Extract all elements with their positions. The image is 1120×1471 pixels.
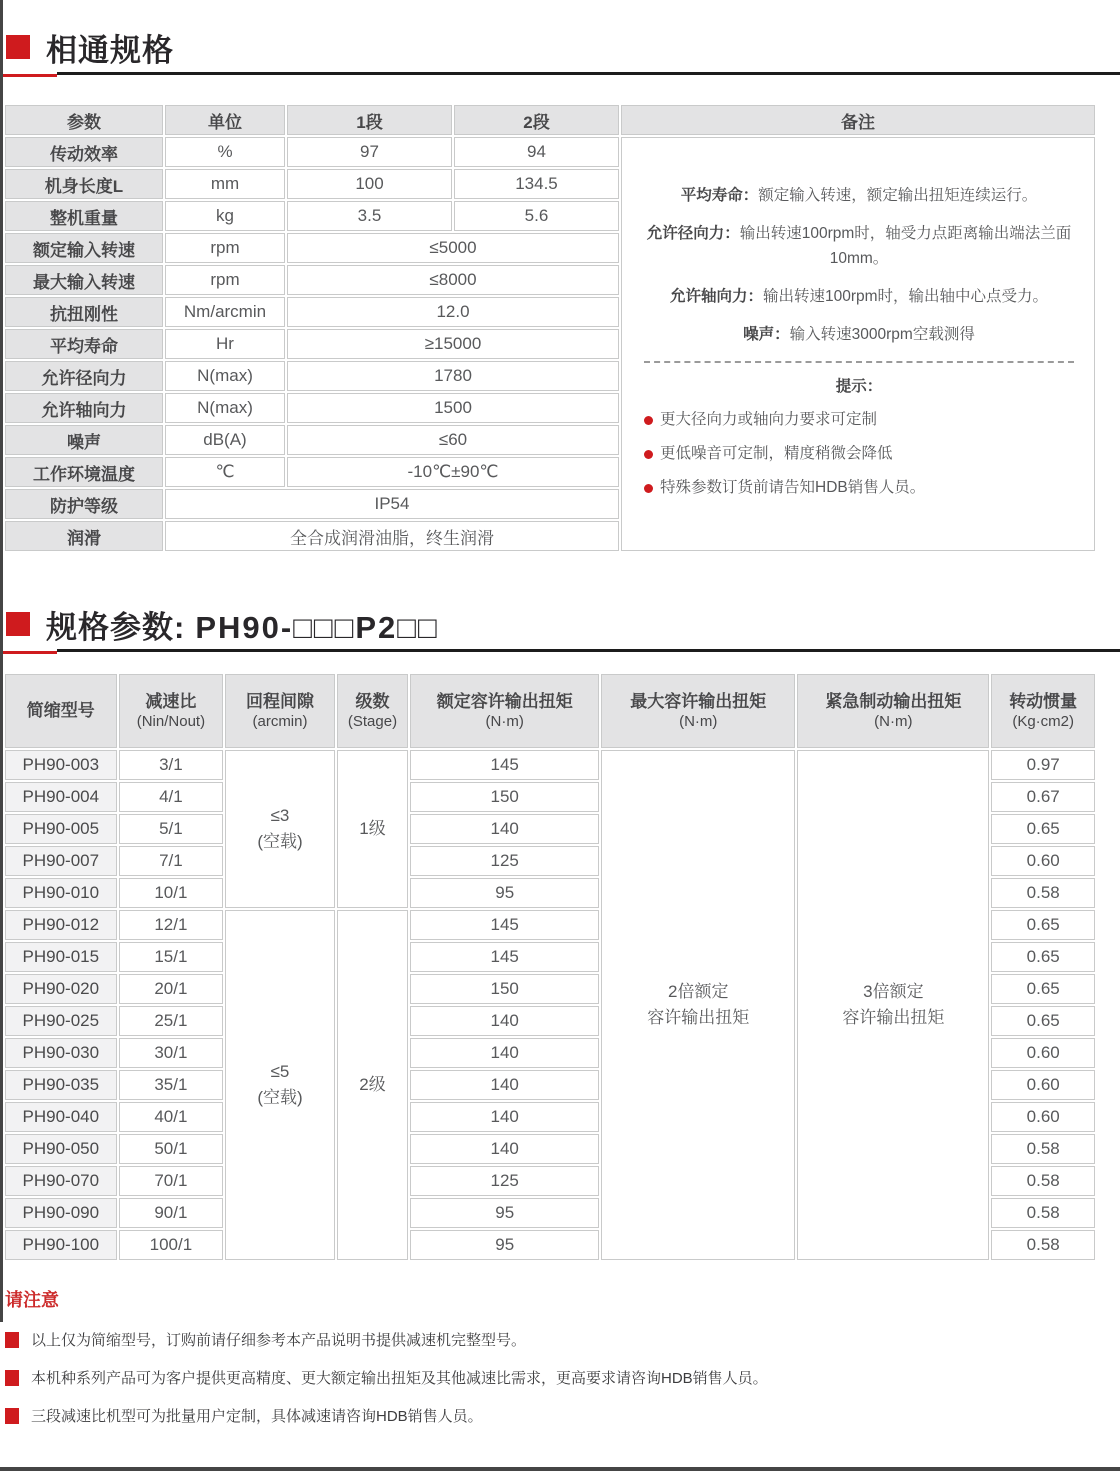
inertia-cell: 0.58: [991, 1198, 1095, 1228]
param-name-cell: 机身长度L: [5, 169, 163, 199]
rated-torque-cell: 95: [410, 878, 599, 908]
ratio-cell: 30/1: [119, 1038, 224, 1068]
model-cell: PH90-005: [5, 814, 117, 844]
column-header: [5, 674, 117, 748]
value-cell: 全合成润滑油脂，终生润滑: [165, 521, 619, 551]
column-header-line2: (Nin/Nout): [136, 713, 206, 731]
ratio-cell: 7/1: [119, 846, 224, 876]
column-header-line1: 减速比: [145, 691, 197, 711]
value-2stage-cell: 134.5: [454, 169, 619, 199]
section-title-label: 规格参数:: [46, 609, 186, 645]
rated-torque-cell: 140: [410, 1006, 599, 1036]
brake-torque-cell: [797, 750, 989, 1260]
rated-torque-cell: 140: [410, 1102, 599, 1132]
ratio-cell: 15/1: [119, 942, 224, 972]
model-cell: PH90-050: [5, 1134, 117, 1164]
column-header: 参数: [5, 105, 163, 135]
rated-torque-cell: 140: [410, 1070, 599, 1100]
column-header-line1: 最大容许输出扭矩: [630, 691, 767, 711]
cell-line: (空载): [257, 1088, 303, 1107]
value-cell: ≤5000: [287, 233, 619, 263]
cell-line: 2倍额定: [668, 981, 729, 1001]
dashed-divider: [644, 361, 1074, 363]
column-header: [225, 674, 335, 748]
param-name-cell: 允许径向力: [5, 361, 163, 391]
tips-label-text: 提示：: [835, 378, 883, 396]
cell-line: 3倍额定: [863, 981, 924, 1001]
tip-item: 更大径向力或轴向力要求可定制: [644, 408, 1074, 433]
rated-torque-cell: 95: [410, 1230, 599, 1260]
tips-label: [644, 375, 1074, 400]
ratio-cell: 100/1: [119, 1230, 224, 1260]
inertia-cell: 0.65: [991, 814, 1095, 844]
column-header-line2: (N·m): [679, 713, 718, 731]
inertia-cell: 0.60: [991, 1070, 1095, 1100]
column-header-line2: (N·m): [874, 713, 913, 731]
rated-torque-cell: 145: [410, 910, 599, 940]
model-cell: PH90-030: [5, 1038, 117, 1068]
remarks-cell: [621, 137, 1095, 551]
model-cell: PH90-003: [5, 750, 117, 780]
inertia-cell: 0.58: [991, 1230, 1095, 1260]
table-row: [5, 137, 1095, 167]
unit-cell: Nm/arcmin: [165, 297, 285, 327]
column-header-line1: 级数: [355, 691, 390, 711]
column-header-line1: 紧急制动输出扭矩: [825, 691, 962, 711]
model-cell: PH90-100: [5, 1230, 117, 1260]
ratio-cell: 3/1: [119, 750, 224, 780]
cell-line: (空载): [257, 832, 303, 851]
unit-cell: N(max): [165, 361, 285, 391]
red-square-bullet-icon: [5, 1408, 19, 1424]
param-name-cell: 额定输入转速: [5, 233, 163, 263]
ratio-cell: 35/1: [119, 1070, 224, 1100]
value-2stage-cell: 5.6: [454, 201, 619, 231]
bullet-dot-icon: [644, 416, 653, 425]
notice-item: 本机种系列产品可为客户提供更高精度、更大额定输出扭矩及其他减速比需求，更高要求请咨询HDB销售人员。: [5, 1367, 1120, 1388]
ratio-cell: 4/1: [119, 782, 224, 812]
cell-line: 容许输出扭矩: [842, 1008, 945, 1027]
column-header-line2: (arcmin): [252, 713, 308, 731]
column-header: 2段: [454, 105, 619, 135]
inertia-cell: 0.65: [991, 1006, 1095, 1036]
unit-cell: kg: [165, 201, 285, 231]
param-name-cell: 最大输入转速: [5, 265, 163, 295]
red-square-icon: [6, 612, 30, 636]
model-cell: PH90-035: [5, 1070, 117, 1100]
ratio-cell: 5/1: [119, 814, 224, 844]
inertia-cell: 0.58: [991, 1166, 1095, 1196]
unit-cell: rpm: [165, 233, 285, 263]
param-name-cell: 传动效率: [5, 137, 163, 167]
column-header: 单位: [165, 105, 285, 135]
rated-torque-cell: 125: [410, 846, 599, 876]
heading-rule-black: [57, 72, 1120, 75]
column-header: [119, 674, 224, 748]
remark-label: 平均寿命：: [680, 187, 759, 205]
backlash-cell: [225, 910, 335, 1260]
unit-cell: Hr: [165, 329, 285, 359]
remark-label: 允许径向力：: [646, 225, 740, 243]
cell-line: ≤5: [270, 1061, 290, 1081]
table-row: [5, 750, 1095, 780]
value-cell: -10℃±90℃: [287, 457, 619, 487]
model-spec-table: [3, 672, 1097, 1262]
unit-cell: rpm: [165, 265, 285, 295]
param-name-cell: 工作环境温度: [5, 457, 163, 487]
red-square-icon: [6, 35, 30, 59]
heading-rule-red: [3, 651, 57, 654]
red-square-bullet-icon: [5, 1332, 19, 1348]
value-cell: ≥15000: [287, 329, 619, 359]
heading-rule: [3, 649, 1120, 652]
column-header-line1: 简缩型号: [26, 700, 95, 720]
remark-paragraph: 噪声：输入转速3000rpm空载测得: [743, 325, 975, 343]
value-cell: 12.0: [287, 297, 619, 327]
notice-item: 以上仅为简缩型号，订购前请仔细参考本产品说明书提供减速机完整型号。: [5, 1329, 1120, 1350]
page-edge-left: [0, 0, 3, 1322]
red-square-bullet-icon: [5, 1370, 19, 1386]
page-edge-bottom: [0, 1467, 1120, 1471]
heading-rule: [3, 72, 1120, 75]
param-name-cell: 抗扭刚性: [5, 297, 163, 327]
ratio-cell: 40/1: [119, 1102, 224, 1132]
cell-line: 容许输出扭矩: [647, 1008, 750, 1027]
heading-rule-red: [3, 74, 57, 77]
ratio-cell: 90/1: [119, 1198, 224, 1228]
param-name-cell: 润滑: [5, 521, 163, 551]
model-code: PH90-□□□P2□□: [195, 609, 439, 645]
model-cell: PH90-007: [5, 846, 117, 876]
column-header-line1: 回程间隙: [245, 691, 314, 711]
ratio-cell: 12/1: [119, 910, 224, 940]
remark-paragraph: 平均寿命：额定输入转速，额定输出扭矩连续运行。: [680, 187, 1038, 205]
value-cell: 1780: [287, 361, 619, 391]
column-header-line1: 额定容许输出扭矩: [436, 691, 573, 711]
bullet-dot-icon: [644, 484, 653, 493]
rated-torque-cell: 95: [410, 1198, 599, 1228]
unit-cell: N(max): [165, 393, 285, 423]
column-header-line2: (Kg·cm2): [1012, 713, 1075, 731]
inertia-cell: 0.60: [991, 1038, 1095, 1068]
value-1stage-cell: 100: [287, 169, 452, 199]
backlash-cell: [225, 750, 335, 908]
ratio-cell: 25/1: [119, 1006, 224, 1036]
tip-item: 更低噪音可定制，精度稍微会降低: [644, 442, 1074, 467]
value-1stage-cell: 97: [287, 137, 452, 167]
model-spec-table-head: [5, 674, 1095, 748]
inertia-cell: 0.67: [991, 782, 1095, 812]
param-name-cell: 防护等级: [5, 489, 163, 519]
ratio-cell: 70/1: [119, 1166, 224, 1196]
column-header: [991, 674, 1095, 748]
section-title: 相通规格: [46, 32, 174, 68]
column-header: [410, 674, 599, 748]
param-name-cell: 平均寿命: [5, 329, 163, 359]
inertia-cell: 0.97: [991, 750, 1095, 780]
notice-title: 请注意: [5, 1290, 59, 1310]
unit-cell: ℃: [165, 457, 285, 487]
common-spec-table-head: [5, 105, 1095, 135]
value-cell: 1500: [287, 393, 619, 423]
value-2stage-cell: 94: [454, 137, 619, 167]
inertia-cell: 0.60: [991, 846, 1095, 876]
column-header: 1段: [287, 105, 452, 135]
common-spec-table: [3, 103, 1097, 553]
column-header: [337, 674, 408, 748]
inertia-cell: 0.65: [991, 942, 1095, 972]
rated-torque-cell: 150: [410, 782, 599, 812]
model-spec-table-body: [5, 750, 1095, 1260]
column-header-line1: 转动惯量: [1009, 691, 1078, 711]
remark-paragraph: 允许径向力：输出转速100rpm时，轴受力点距离输出端法兰面10mm。: [646, 225, 1072, 267]
tip-item: 特殊参数订货前请告知HDB销售人员。: [644, 476, 1074, 501]
ratio-cell: 20/1: [119, 974, 224, 1004]
model-cell: PH90-020: [5, 974, 117, 1004]
rated-torque-cell: 140: [410, 814, 599, 844]
model-cell: PH90-012: [5, 910, 117, 940]
common-spec-table-body: [5, 137, 1095, 551]
heading-rule-black: [57, 649, 1120, 652]
inertia-cell: 0.58: [991, 878, 1095, 908]
notice-section: [5, 1286, 1120, 1426]
model-cell: PH90-090: [5, 1198, 117, 1228]
rated-torque-cell: 145: [410, 942, 599, 972]
model-cell: PH90-070: [5, 1166, 117, 1196]
ratio-cell: 10/1: [119, 878, 224, 908]
remark-paragraph: 允许轴向力：输出转速100rpm时，输出轴中心点受力。: [669, 287, 1049, 305]
value-1stage-cell: 3.5: [287, 201, 452, 231]
rated-torque-cell: 145: [410, 750, 599, 780]
notice-list: [5, 1329, 1120, 1426]
unit-cell: %: [165, 137, 285, 167]
value-cell: IP54: [165, 489, 619, 519]
model-cell: PH90-040: [5, 1102, 117, 1132]
column-header: [797, 674, 989, 748]
notice-item: 三段减速比机型可为批量用户定制，具体减速请咨询HDB销售人员。: [5, 1405, 1120, 1426]
bullet-dot-icon: [644, 450, 653, 459]
stage-cell: 2级: [337, 910, 408, 1260]
section-title: [46, 602, 439, 647]
max-torque-cell: [601, 750, 795, 1260]
model-cell: PH90-015: [5, 942, 117, 972]
param-name-cell: 噪声: [5, 425, 163, 455]
section-spec-params-heading: [6, 603, 1120, 652]
value-cell: ≤60: [287, 425, 619, 455]
param-name-cell: 整机重量: [5, 201, 163, 231]
param-name-cell: 允许轴向力: [5, 393, 163, 423]
rated-torque-cell: 140: [410, 1038, 599, 1068]
cell-line: ≤3: [270, 805, 290, 825]
rated-torque-cell: 150: [410, 974, 599, 1004]
unit-cell: dB(A): [165, 425, 285, 455]
column-header-line2: (Stage): [347, 713, 398, 731]
rated-torque-cell: 125: [410, 1166, 599, 1196]
model-cell: PH90-025: [5, 1006, 117, 1036]
column-header-line2: (N·m): [485, 713, 524, 731]
remark-label: 噪声：: [743, 325, 790, 343]
model-cell: PH90-010: [5, 878, 117, 908]
column-header: [601, 674, 795, 748]
stage-cell: 1级: [337, 750, 408, 908]
rated-torque-cell: 140: [410, 1134, 599, 1164]
section-common-spec-heading: [6, 0, 1120, 75]
column-header: 备注: [621, 105, 1095, 135]
inertia-cell: 0.65: [991, 910, 1095, 940]
value-cell: ≤8000: [287, 265, 619, 295]
inertia-cell: 0.60: [991, 1102, 1095, 1132]
model-cell: PH90-004: [5, 782, 117, 812]
remark-label: 允许轴向力：: [669, 287, 763, 305]
inertia-cell: 0.58: [991, 1134, 1095, 1164]
ratio-cell: 50/1: [119, 1134, 224, 1164]
unit-cell: mm: [165, 169, 285, 199]
inertia-cell: 0.65: [991, 974, 1095, 1004]
